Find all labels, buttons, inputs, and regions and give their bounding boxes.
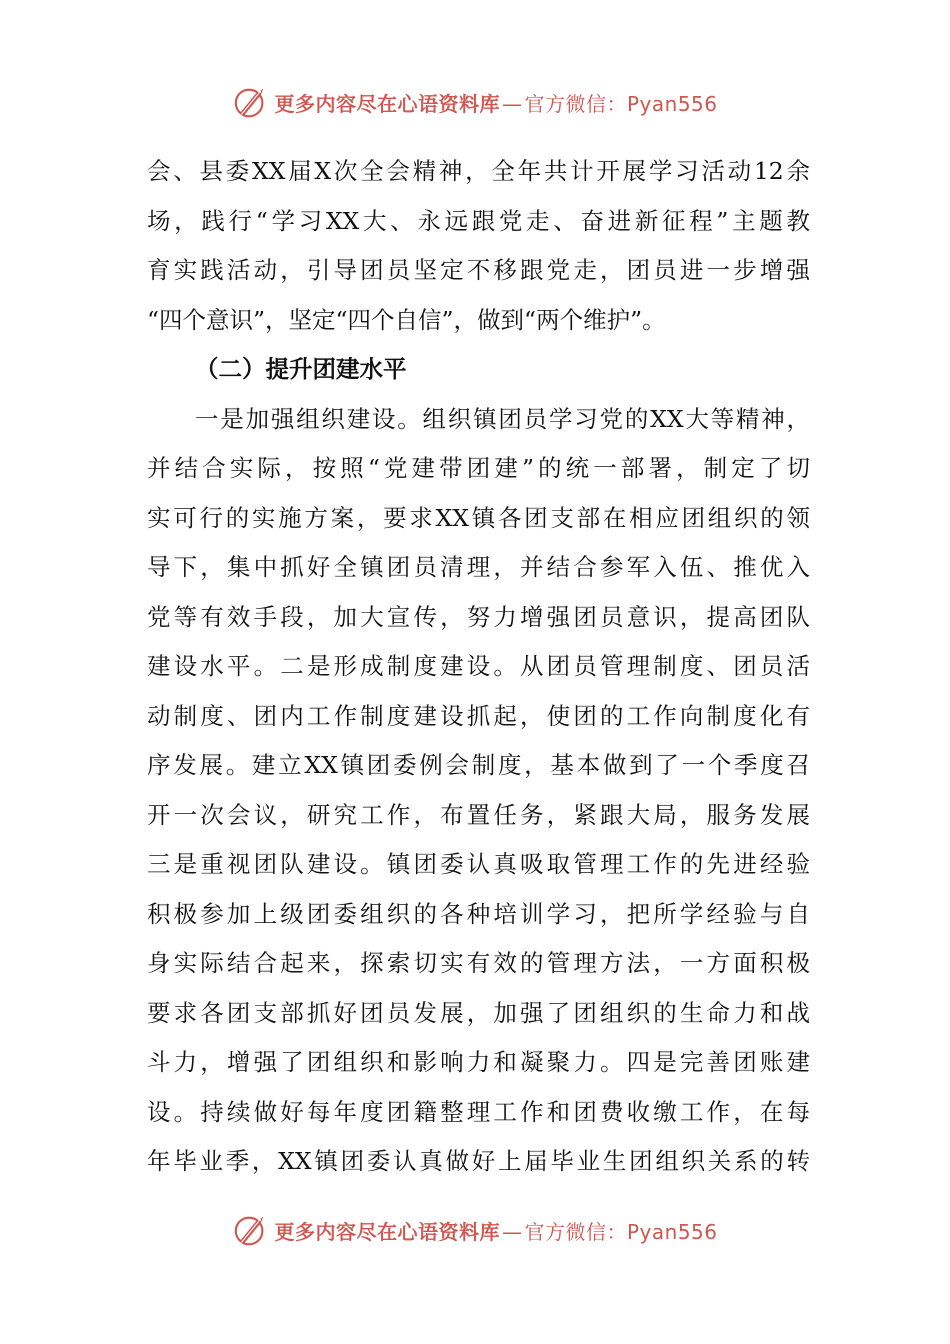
body-line: 积极参加上级团委组织的各种培训学习，把所学经验与自 [147,899,810,928]
body-line: 场，践行“学习XX大、永远跟党走、奋进新征程”主题教 [147,206,810,235]
body-line: 年毕业季，XX镇团委认真做好上届毕业生团组织关系的转 [147,1147,810,1175]
pen-nib-circle-icon [232,83,270,121]
section-heading: （二）提升团建水平 [195,355,407,383]
body-line: 斗力，增强了团组织和影响力和凝聚力。四是完善团账建 [147,1048,810,1076]
body-line: 实可行的实施方案，要求XX镇各团支部在相应团组织的领 [147,503,810,532]
body-line: 开一次会议，研究工作，布置任务，紧跟大局，服务发展 [147,800,810,829]
pen-nib-circle-icon [232,1211,270,1249]
body-line: 一是加强组织建设。组织镇团员学习党的XX大等精神， [195,404,810,433]
body-line: 并结合实际，按照“党建带团建”的统一部署，制定了切 [147,454,810,482]
body-line: 要求各团支部抓好团员发展，加强了团组织的生命力和战 [147,998,810,1027]
body-line: 会、县委XX届X次全会精神，全年共计开展学习活动12余 [147,157,810,185]
body-line: 身实际结合起来，探索切实有效的管理方法，一方面积极 [147,949,810,977]
header-watermark [0,80,950,124]
footer-watermark [0,1208,950,1252]
body-line: “四个意识”，坚定“四个自信”，做到“两个维护”。 [147,305,666,334]
watermark-wechat-id: Pyan556 [626,1219,718,1244]
watermark-label: 官方微信： [524,1219,627,1244]
body-line: 党等有效手段，加大宣传，努力增强团员意识，提高团队 [147,602,810,631]
watermark-separator: — [501,1219,523,1244]
watermark-separator: — [501,91,523,116]
body-line: 导下，集中抓好全镇团员清理，并结合参军入伍、推优入 [147,553,810,581]
body-line: 序发展。建立XX镇团委例会制度，基本做到了一个季度召 [147,751,810,779]
body-line: 动制度、团内工作制度建设抓起，使团的工作向制度化有 [147,701,810,730]
body-line: 三是重视团队建设。镇团委认真吸取管理工作的先进经验 [147,850,810,878]
body-line: 建设水平。二是形成制度建设。从团员管理制度、团员活 [147,652,810,680]
watermark-site-text: 更多内容尽在心语资料库 [274,91,500,116]
body-line: 设。持续做好每年度团籍整理工作和团费收缴工作，在每 [147,1097,810,1126]
body-line: 育实践活动，引导团员坚定不移跟党走，团员进一步增强 [147,256,810,284]
watermark-label: 官方微信： [524,91,627,116]
watermark-wechat-id: Pyan556 [626,91,718,116]
document-body [147,147,810,1187]
watermark-site-text: 更多内容尽在心语资料库 [274,1219,500,1244]
